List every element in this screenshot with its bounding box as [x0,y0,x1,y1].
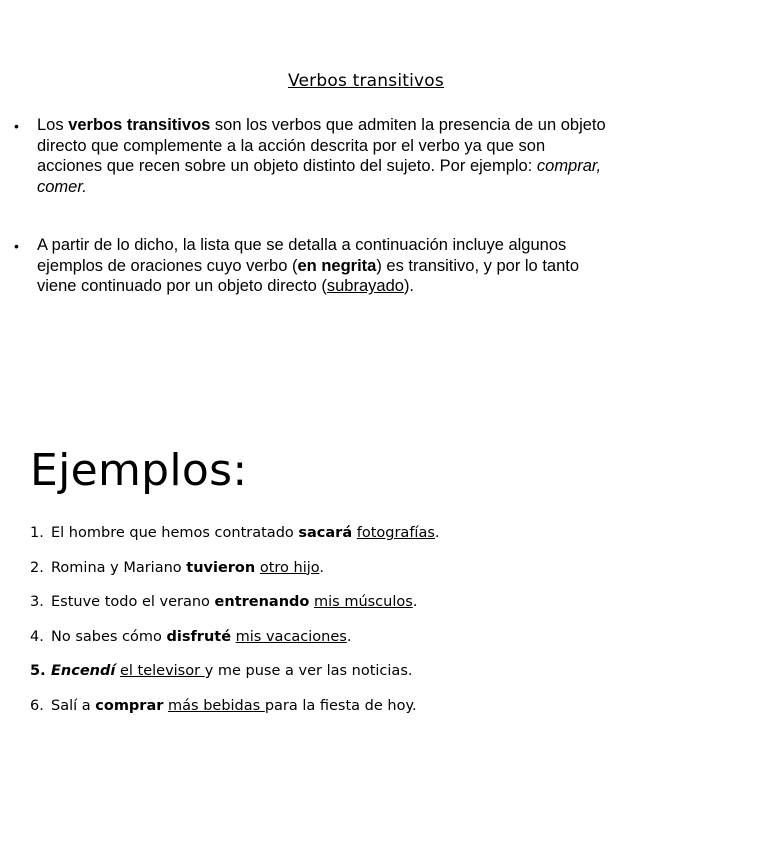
bullet-item [14,115,614,198]
example-number: 3. [30,594,44,611]
example-number: 1. [30,525,44,541]
direct-object: mis músculos [314,594,413,611]
sentence-segment: . [434,525,440,541]
italic-example: comprar, comer. [37,157,602,197]
bullet-marker: • [14,237,19,254]
transitive-verb: tuvieron [186,559,256,576]
bullet-text [37,115,614,198]
example-sentence [51,557,630,592]
sentence-segment: Salí a [51,697,96,714]
sentence-segment: y me puse a ver las noticias. [204,663,413,680]
example-item [30,626,630,661]
sentence-segment: El hombre que hemos contratado [51,525,299,541]
bullet-text-segment: A partir de lo dicho, la lista que se detalla a continuación incluye algunos ejemplos de oraciones cuyo verbo ( [37,235,567,275]
bullet-text [37,235,614,297]
intro-bullet-list [14,115,614,334]
direct-object: más bebidas [168,697,265,714]
direct-object: fotografías [356,525,435,541]
bullet-text-segment: ). [403,277,415,296]
example-sentence [51,695,630,730]
direct-object: otro hijo [259,559,320,576]
transitive-verb: comprar [95,697,164,714]
direct-object: mis vacaciones [235,628,347,645]
examples-heading: Ejemplos: [30,445,248,496]
example-sentence [51,626,630,661]
transitive-verb: entrenando [214,594,310,611]
sentence-segment: . [346,628,352,645]
bullet-marker: • [14,118,19,134]
sentence-segment: Romina y Mariano [51,559,187,576]
document-title: Verbos transitivos [288,71,444,91]
transitive-verb: disfruté [166,628,232,645]
example-sentence [51,522,630,557]
example-sentence [51,660,630,695]
sentence-segment: . [412,594,418,611]
sentence-segment: para la fiesta de hoy. [264,697,417,714]
bold-term: en negrita [297,256,377,275]
transitive-verb: Encendí [51,663,116,680]
example-number: 4. [30,628,44,645]
example-item [30,522,630,557]
example-item [30,591,630,626]
example-number: 5. [30,663,46,680]
underlined-term: subrayado [326,277,404,296]
direct-object: el televisor [119,663,205,680]
example-number: 6. [30,697,44,714]
example-item [30,695,630,730]
sentence-segment: No sabes cómo [51,628,167,645]
bullet-item [14,235,614,297]
bullet-text-segment: son los verbos que admiten la presencia de un objeto directo que complemente a la acción descrita por el verbo ya que son acciones que recen sobre un objeto distinto del sujeto. Por ejemplo: [37,116,606,176]
bold-term: verbos transitivos [68,116,211,134]
example-item [30,557,630,592]
example-item [30,660,630,695]
transitive-verb: sacará [298,525,353,541]
example-number: 2. [30,559,44,576]
sentence-segment: . [319,559,324,576]
bullet-text-segment: Los [37,116,69,134]
sentence-segment: Estuve todo el verano [51,594,215,611]
example-sentence [51,591,630,626]
examples-list [30,522,630,730]
bullet-text-segment: ) es transitivo, y por lo tanto viene continuado por un objeto directo ( [37,256,580,296]
